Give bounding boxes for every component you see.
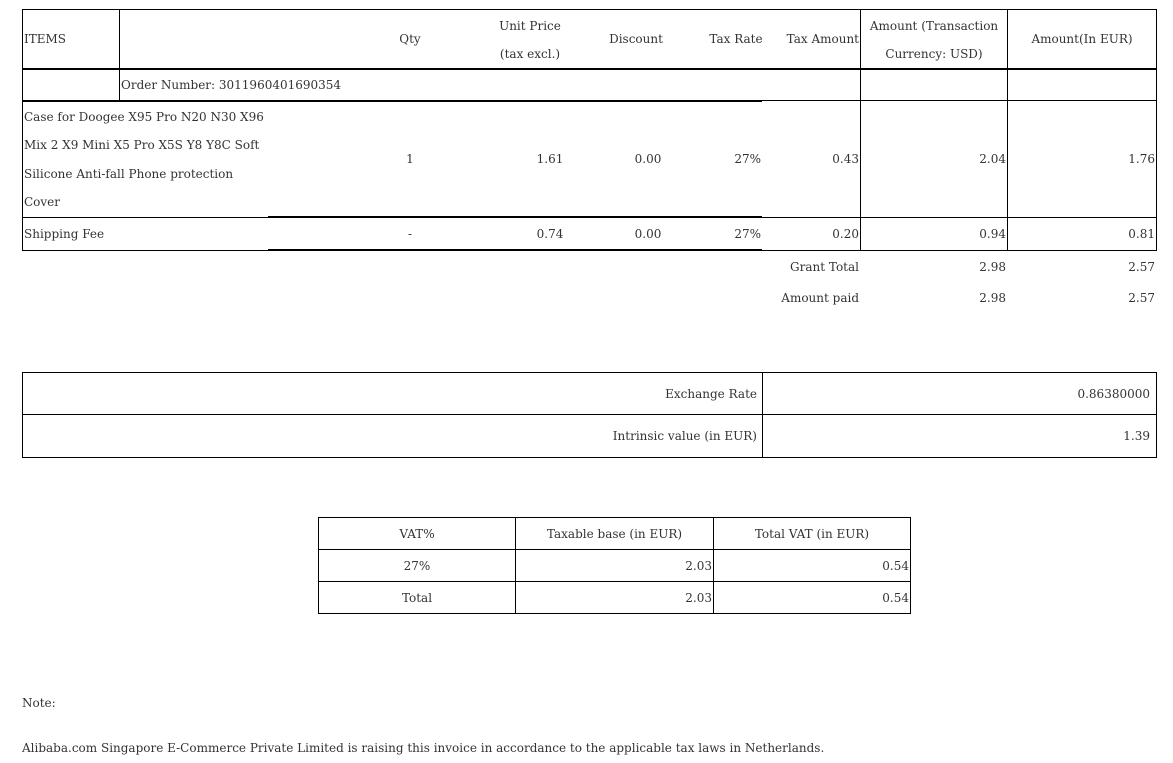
item-description-line: Cover xyxy=(24,195,61,210)
item-description-line: Silicone Anti-fall Phone protection xyxy=(24,166,234,181)
item-tax-amount: 0.43 xyxy=(832,152,859,166)
item-amount-usd: 2.04 xyxy=(979,152,1006,166)
exchange-rate-value: 0.86380000 xyxy=(1077,386,1150,401)
vat-header-rate: VAT% xyxy=(399,526,435,541)
shipping-tax-rate: 27% xyxy=(734,227,761,241)
table-top-border xyxy=(22,9,1156,10)
header-unit-price-note: (tax excl.) xyxy=(499,47,561,61)
vat-total-vat: 0.54 xyxy=(882,590,909,605)
table-right-border xyxy=(1156,9,1157,251)
vat-rate: 27% xyxy=(403,558,431,573)
header-tax-rate: Tax Rate xyxy=(709,32,763,46)
grant-total-eur: 2.57 xyxy=(1128,260,1155,274)
header-amount-eur: Amount(In EUR) xyxy=(1031,32,1133,46)
exchange-rate-label: Exchange Rate xyxy=(665,386,757,401)
intrinsic-value: 1.39 xyxy=(1123,429,1150,443)
header-amount-usd-currency: Currency: USD) xyxy=(885,47,983,61)
amount-paid-usd: 2.98 xyxy=(979,291,1006,305)
note-text: Alibaba.com Singapore E-Commerce Private Limited is raising this invoice in accordance to the applicable tax laws in Netherlands. xyxy=(22,741,825,755)
shipping-unit-price: 0.74 xyxy=(536,227,564,241)
header-discount: Discount xyxy=(609,32,663,46)
item-amount-eur: 1.76 xyxy=(1128,152,1155,166)
header-items: ITEMS xyxy=(24,32,67,46)
vat-header-taxable-base: Taxable base (in EUR) xyxy=(546,526,683,541)
shipping-tax-amount: 0.20 xyxy=(832,227,859,241)
item-description xyxy=(24,103,264,217)
shipping-amount-eur: 0.81 xyxy=(1128,227,1155,241)
item-discount: 0.00 xyxy=(634,152,662,166)
vat-total-label: Total xyxy=(401,590,433,605)
vat-total: 0.54 xyxy=(882,558,909,573)
item-qty: 1 xyxy=(406,152,414,166)
order-row-bottom-border-right xyxy=(762,100,1156,101)
exchange-col-divider xyxy=(762,372,763,458)
amount-paid-eur: 2.57 xyxy=(1128,291,1155,305)
vat-header-total-vat: Total VAT (in EUR) xyxy=(754,526,870,541)
item-unit-price: 1.61 xyxy=(536,152,564,166)
vat-total-taxable-base: 2.03 xyxy=(685,590,712,605)
shipping-row-bottom-border-left xyxy=(22,250,268,251)
order-number: Order Number: 3011960401690354 xyxy=(121,78,342,92)
shipping-amount-usd: 0.94 xyxy=(979,227,1006,241)
shipping-description: Shipping Fee xyxy=(24,227,105,241)
grant-total-usd: 2.98 xyxy=(979,260,1006,274)
vat-taxable-base: 2.03 xyxy=(685,558,712,573)
intrinsic-value-label: Intrinsic value (in EUR) xyxy=(612,429,757,443)
grant-total-label: Grant Total xyxy=(790,260,859,274)
items-col-divider xyxy=(119,9,120,101)
item-description-line: Case for Doogee X95 Pro N20 N30 X96 xyxy=(24,110,264,124)
amount-paid-label: Amount paid xyxy=(781,291,859,305)
item-tax-rate: 27% xyxy=(734,152,761,166)
note-label: Note: xyxy=(22,696,56,710)
header-tax-amount: Tax Amount xyxy=(786,32,859,46)
header-unit-price: Unit Price xyxy=(499,19,561,33)
header-qty: Qty xyxy=(399,32,421,46)
shipping-qty: - xyxy=(407,227,413,241)
header-amount-usd: Amount (Transaction xyxy=(869,19,999,33)
item-description-line: Mix 2 X9 Mini X5 Pro X5S Y8 Y8C Soft xyxy=(24,138,260,153)
table-left-border xyxy=(22,9,23,251)
shipping-row-bottom-border-right xyxy=(762,250,1156,251)
shipping-discount: 0.00 xyxy=(634,227,662,241)
